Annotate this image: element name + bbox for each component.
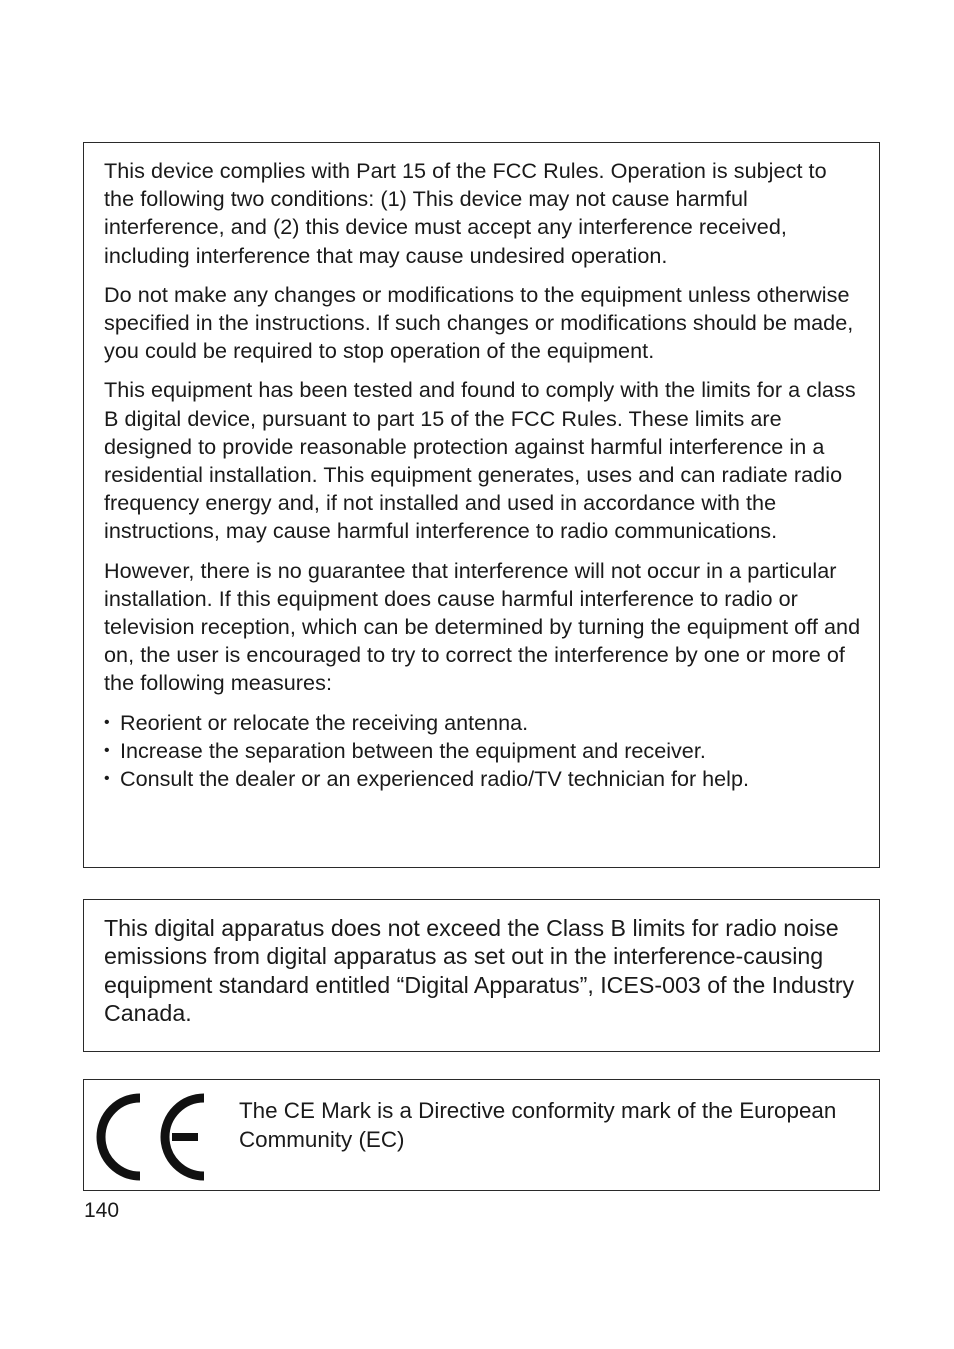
page-number: 140 xyxy=(84,1199,120,1222)
fcc-notice-box xyxy=(83,142,880,868)
fcc-measure-item: • Increase the separation between the equipment and receiver. xyxy=(104,737,861,765)
fcc-measure-item: • Reorient or relocate the receiving antenna. xyxy=(104,709,861,737)
ices-notice-box xyxy=(83,899,880,1052)
fcc-paragraph-3: This equipment has been tested and found to comply with the limits for a class B digital device, pursuant to part 15 of the FCC Rules. These limits are designed to provide reasonable protection against harmful interference in a residential installation. This equipment generates, uses and can radiate radio frequency energy and, if not installed and used in accordance with the instructions, may cause harmful interference to radio communications. xyxy=(104,377,856,544)
ce-mark-icon xyxy=(94,1092,208,1182)
fcc-paragraph-4: However, there is no guarantee that interference will not occur in a particular installation. If this equipment does cause harmful interference to radio or television reception, which can be determined by turning the equipment off and on, the user is encouraged to try to correct the interference by one or more of the following measures: xyxy=(104,557,861,696)
ce-notice-box xyxy=(83,1079,880,1191)
ce-mark-c-glyph xyxy=(101,1098,140,1176)
ce-notice-text: The CE Mark is a Directive conformity mark of the European Community (EC) xyxy=(239,1098,837,1152)
fcc-measures-list xyxy=(104,709,861,794)
fcc-measure-item: • Consult the dealer or an experienced radio/TV technician for help. xyxy=(104,765,861,793)
fcc-paragraph-1: This device complies with Part 15 of the FCC Rules. Operation is subject to the following two conditions: (1) This device may not cause harmful interference, and (2) this device must accept any interference received, including interference that may cause undesired operation. xyxy=(104,158,827,268)
fcc-paragraph-2: Do not make any changes or modifications to the equipment unless otherwise specified in the instructions. If such changes or modifications should be made, you could be required to stop operation of the equipment. xyxy=(104,281,854,364)
ices-notice-text: This digital apparatus does not exceed the Class B limits for radio noise emissions from digital apparatus as set out in the interference-causing equipment standard entitled “Digital Apparatus”, ICES-003 of the Industry Canada. xyxy=(104,915,855,1027)
